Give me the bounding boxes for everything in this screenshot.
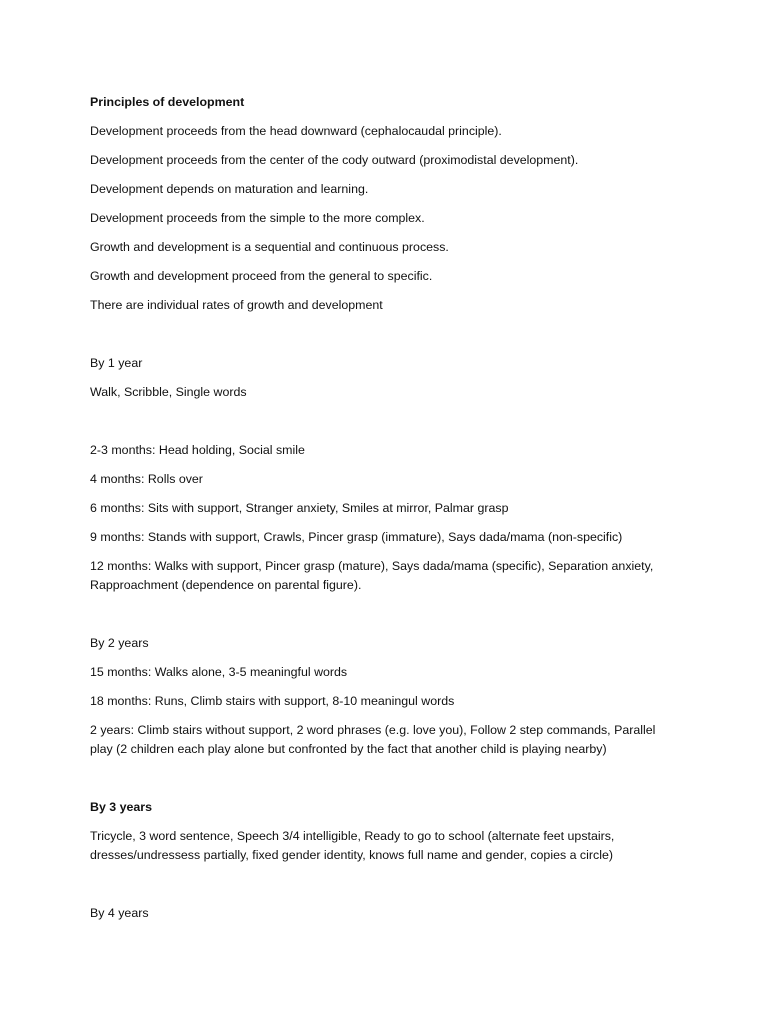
- principle-line: Development depends on maturation and learning.: [90, 182, 369, 196]
- milestone-line: 9 months: Stands with support, Crawls, Pincer grasp (immature), Says dada/mama (non-specific): [90, 530, 623, 544]
- blank-line: [90, 325, 680, 354]
- milestone-line: Tricycle, 3 word sentence, Speech 3/4 intelligible, Ready to go to school (alternate feet upstairs, dresses/undressess partially, fixed gender identity, knows full name and gender, copies a circle): [90, 829, 615, 862]
- principle-line: Growth and development proceed from the general to specific.: [90, 269, 433, 283]
- section-heading-1-year: By 1 year: [90, 356, 143, 370]
- blank-line: [90, 412, 680, 441]
- principle-line: Growth and development is a sequential and continuous process.: [90, 240, 449, 254]
- milestone-line: 2-3 months: Head holding, Social smile: [90, 443, 305, 457]
- principle-line: Development proceeds from the simple to the more complex.: [90, 211, 425, 225]
- blank-line: [90, 769, 680, 798]
- milestone-line: 12 months: Walks with support, Pincer grasp (mature), Says dada/mama (specific), Separation anxiety, Rapproachment (dependence on parental figure).: [90, 559, 654, 592]
- section-heading-3-years: By 3 years: [90, 800, 153, 814]
- milestone-line: Walk, Scribble, Single words: [90, 385, 247, 399]
- principle-line: There are individual rates of growth and development: [90, 298, 383, 312]
- milestone-line: 2 years: Climb stairs without support, 2 word phrases (e.g. love you), Follow 2 step commands, Parallel play (2 children each play alone but confronted by the fact that another child is playing nearby): [90, 723, 656, 756]
- blank-line: [90, 875, 680, 904]
- blank-line: [90, 605, 680, 634]
- principle-line: Development proceeds from the center of the cody outward (proximodistal development).: [90, 153, 579, 167]
- section-heading-2-years: By 2 years: [90, 636, 149, 650]
- section-heading-principles: Principles of development: [90, 95, 245, 109]
- principle-line: Development proceeds from the head downward (cephalocaudal principle).: [90, 124, 502, 138]
- milestone-line: 4 months: Rolls over: [90, 472, 203, 486]
- document-body: [90, 93, 680, 933]
- milestone-line: 18 months: Runs, Climb stairs with support, 8-10 meaningul words: [90, 694, 455, 708]
- section-heading-4-years: By 4 years: [90, 906, 149, 920]
- milestone-line: 15 months: Walks alone, 3-5 meaningful words: [90, 665, 348, 679]
- milestone-line: 6 months: Sits with support, Stranger anxiety, Smiles at mirror, Palmar grasp: [90, 501, 509, 515]
